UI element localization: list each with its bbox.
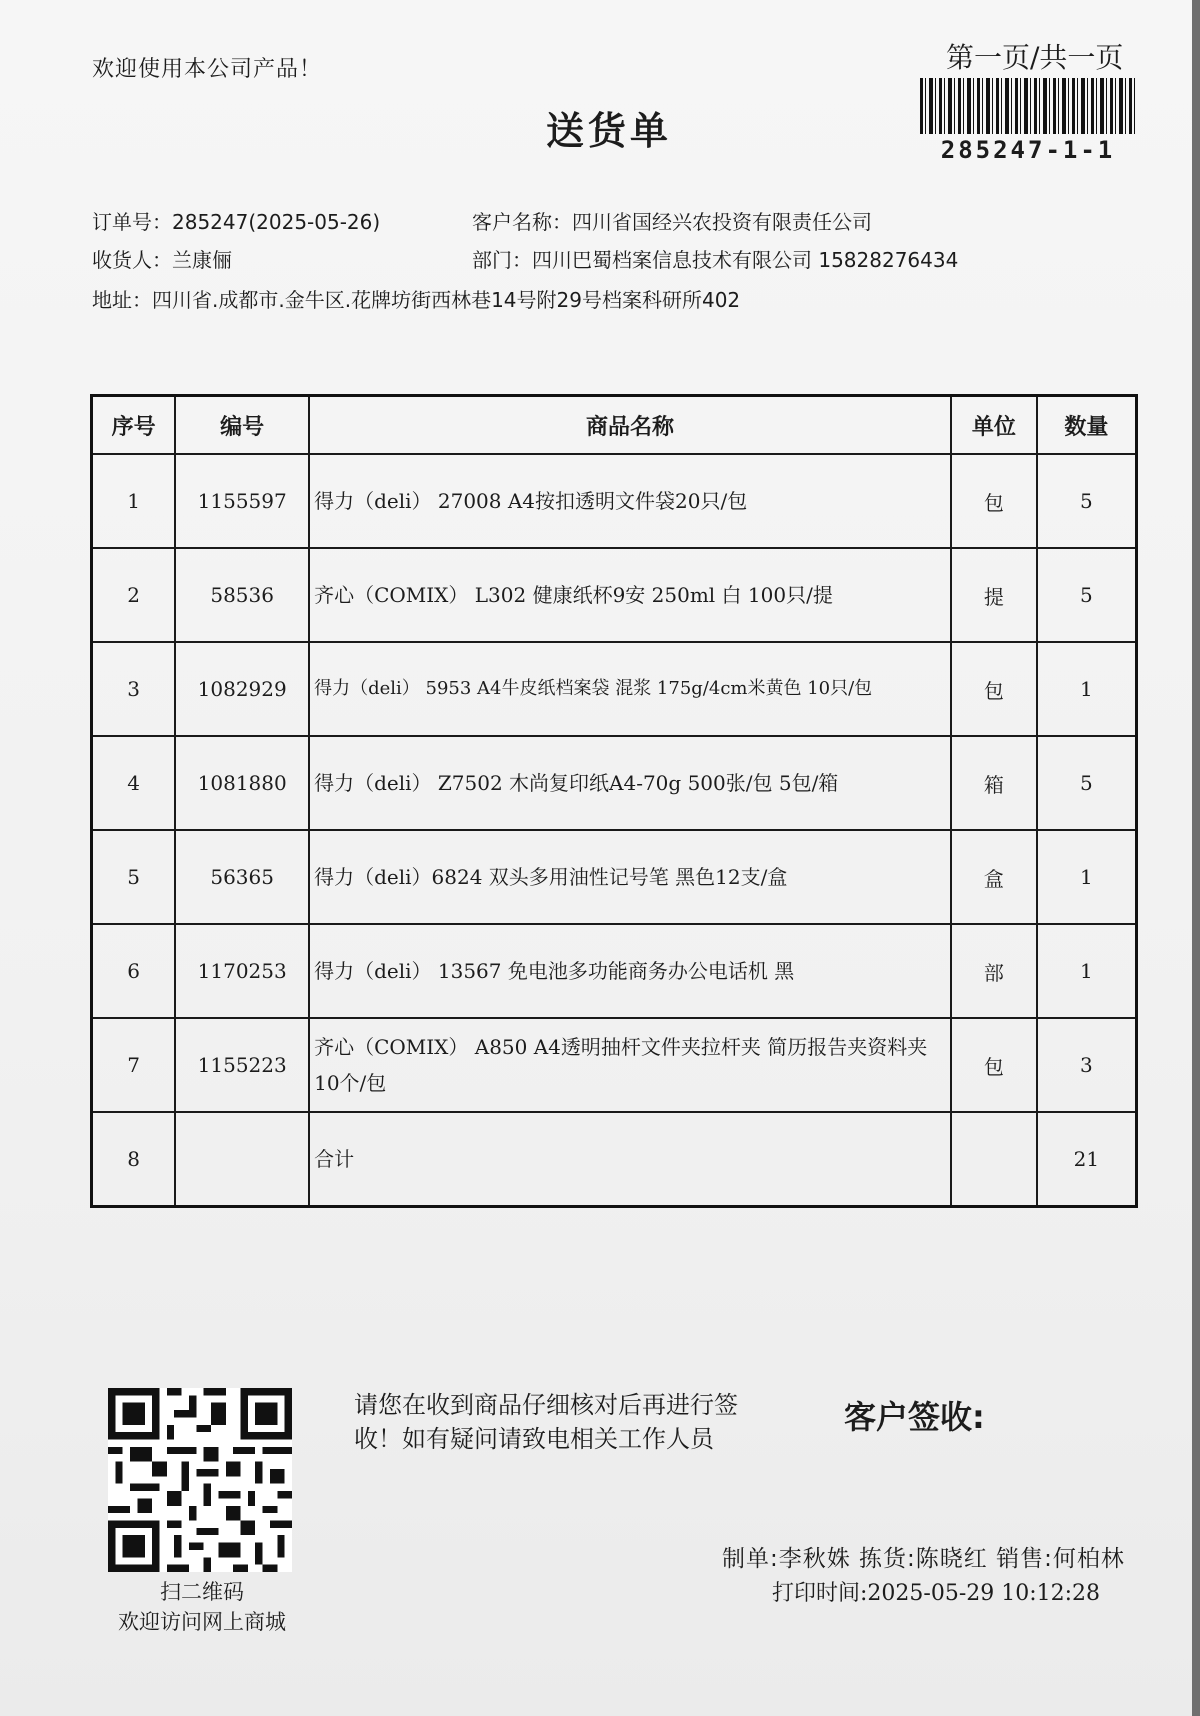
cell-quantity: 1 bbox=[1037, 924, 1137, 1018]
order-number-value: 285247(2025-05-26) bbox=[172, 210, 381, 234]
barcode-number: 285247-1-1 bbox=[940, 136, 1116, 164]
order-number-label: 订单号： bbox=[92, 210, 172, 234]
receiver-value: 兰康俪 bbox=[172, 248, 232, 272]
cell-seq: 5 bbox=[92, 830, 176, 924]
table-total-row bbox=[92, 1112, 1137, 1207]
qr-code-icon bbox=[108, 1388, 292, 1572]
cell-quantity: 5 bbox=[1037, 736, 1137, 830]
address-value: 四川省.成都市.金牛区.花牌坊街西林巷14号附29号档案科研所402 bbox=[152, 288, 741, 312]
header-seq: 序号 bbox=[92, 396, 176, 455]
cell-total-quantity: 21 bbox=[1037, 1112, 1137, 1207]
cell-seq: 6 bbox=[92, 924, 176, 1018]
header-quantity: 数量 bbox=[1037, 396, 1137, 455]
department-field bbox=[472, 244, 958, 273]
barcode-icon bbox=[920, 78, 1136, 134]
customer-name-value: 四川省国经兴农投资有限责任公司 bbox=[572, 210, 872, 234]
cell-product-name: 齐心（COMIX） L302 健康纸杯9安 250ml 白 100只/提 bbox=[309, 548, 951, 642]
cell-unit: 包 bbox=[951, 454, 1037, 548]
customer-name-label: 客户名称： bbox=[472, 210, 572, 234]
cell-code bbox=[175, 1112, 309, 1207]
cell-code: 58536 bbox=[175, 548, 309, 642]
cell-seq: 3 bbox=[92, 642, 176, 736]
department-label: 部门： bbox=[472, 248, 532, 272]
table-row bbox=[92, 548, 1137, 642]
welcome-text: 欢迎使用本公司产品！ bbox=[92, 57, 323, 82]
cell-code: 56365 bbox=[175, 830, 309, 924]
cell-seq: 4 bbox=[92, 736, 176, 830]
cell-unit: 箱 bbox=[951, 736, 1037, 830]
table-row bbox=[92, 924, 1137, 1018]
staff-line: 制单:李秋姝 拣货:陈晓红 销售:何柏林 bbox=[722, 1546, 1125, 1572]
signing-notice: 请您在收到商品仔细核对后再进行签收！如有疑问请致电相关工作人员 bbox=[354, 1391, 738, 1453]
cell-code: 1082929 bbox=[175, 642, 309, 736]
cell-code: 1155597 bbox=[175, 454, 309, 548]
receiver-field bbox=[92, 244, 232, 273]
goods-table bbox=[90, 394, 1138, 1208]
cell-product-name: 得力（deli） 13567 免电池多功能商务办公电话机 黑 bbox=[309, 924, 951, 1018]
cell-quantity: 3 bbox=[1037, 1018, 1137, 1112]
qr-caption-scan: 扫二维码 bbox=[160, 1580, 244, 1604]
cell-quantity: 1 bbox=[1037, 642, 1137, 736]
cell-quantity: 1 bbox=[1037, 830, 1137, 924]
cell-unit bbox=[951, 1112, 1037, 1207]
document-title: 送货单 bbox=[546, 109, 673, 153]
table-header-row bbox=[92, 396, 1137, 455]
cell-total-label: 合计 bbox=[309, 1112, 951, 1207]
cell-product-name: 得力（deli） Z7502 木尚复印纸A4-70g 500张/包 5包/箱 bbox=[309, 736, 951, 830]
header-code: 编号 bbox=[175, 396, 309, 455]
print-time: 打印时间:2025-05-29 10:12:28 bbox=[772, 1581, 1101, 1606]
cell-code: 1155223 bbox=[175, 1018, 309, 1112]
table-row bbox=[92, 1018, 1137, 1112]
cell-product-name: 得力（deli）6824 双头多用油性记号笔 黑色12支/盒 bbox=[309, 830, 951, 924]
qr-caption-mall: 欢迎访问网上商城 bbox=[118, 1610, 286, 1634]
department-value: 四川巴蜀档案信息技术有限公司 15828276434 bbox=[532, 248, 959, 272]
cell-seq: 2 bbox=[92, 548, 176, 642]
cell-product-name: 得力（deli） 27008 A4按扣透明文件袋20只/包 bbox=[309, 454, 951, 548]
cell-code: 1170253 bbox=[175, 924, 309, 1018]
page-info: 第一页/共一页 bbox=[946, 41, 1124, 74]
customer-signature-label: 客户签收: bbox=[844, 1398, 985, 1436]
cell-unit: 包 bbox=[951, 1018, 1037, 1112]
address-field bbox=[92, 284, 740, 313]
header-product-name: 商品名称 bbox=[309, 396, 951, 455]
cell-code: 1081880 bbox=[175, 736, 309, 830]
order-number-field bbox=[92, 206, 380, 235]
cell-unit: 部 bbox=[951, 924, 1037, 1018]
cell-quantity: 5 bbox=[1037, 548, 1137, 642]
cell-product-name: 齐心（COMIX） A850 A4透明抽杆文件夹拉杆夹 简历报告夹资料夹 10个/包 bbox=[309, 1018, 951, 1112]
address-label: 地址： bbox=[92, 288, 152, 312]
cell-unit: 包 bbox=[951, 642, 1037, 736]
cell-product-name: 得力（deli） 5953 A4牛皮纸档案袋 混浆 175g/4cm米黄色 10只/包 bbox=[309, 642, 951, 736]
cell-quantity: 5 bbox=[1037, 454, 1137, 548]
table-row bbox=[92, 642, 1137, 736]
cell-seq: 8 bbox=[92, 1112, 176, 1207]
cell-seq: 1 bbox=[92, 454, 176, 548]
customer-name-field bbox=[472, 206, 872, 235]
table-row bbox=[92, 736, 1137, 830]
cell-seq: 7 bbox=[92, 1018, 176, 1112]
receiver-label: 收货人： bbox=[92, 248, 172, 272]
cell-unit: 盒 bbox=[951, 830, 1037, 924]
table-row bbox=[92, 454, 1137, 548]
cell-unit: 提 bbox=[951, 548, 1037, 642]
header-unit: 单位 bbox=[951, 396, 1037, 455]
table-row bbox=[92, 830, 1137, 924]
